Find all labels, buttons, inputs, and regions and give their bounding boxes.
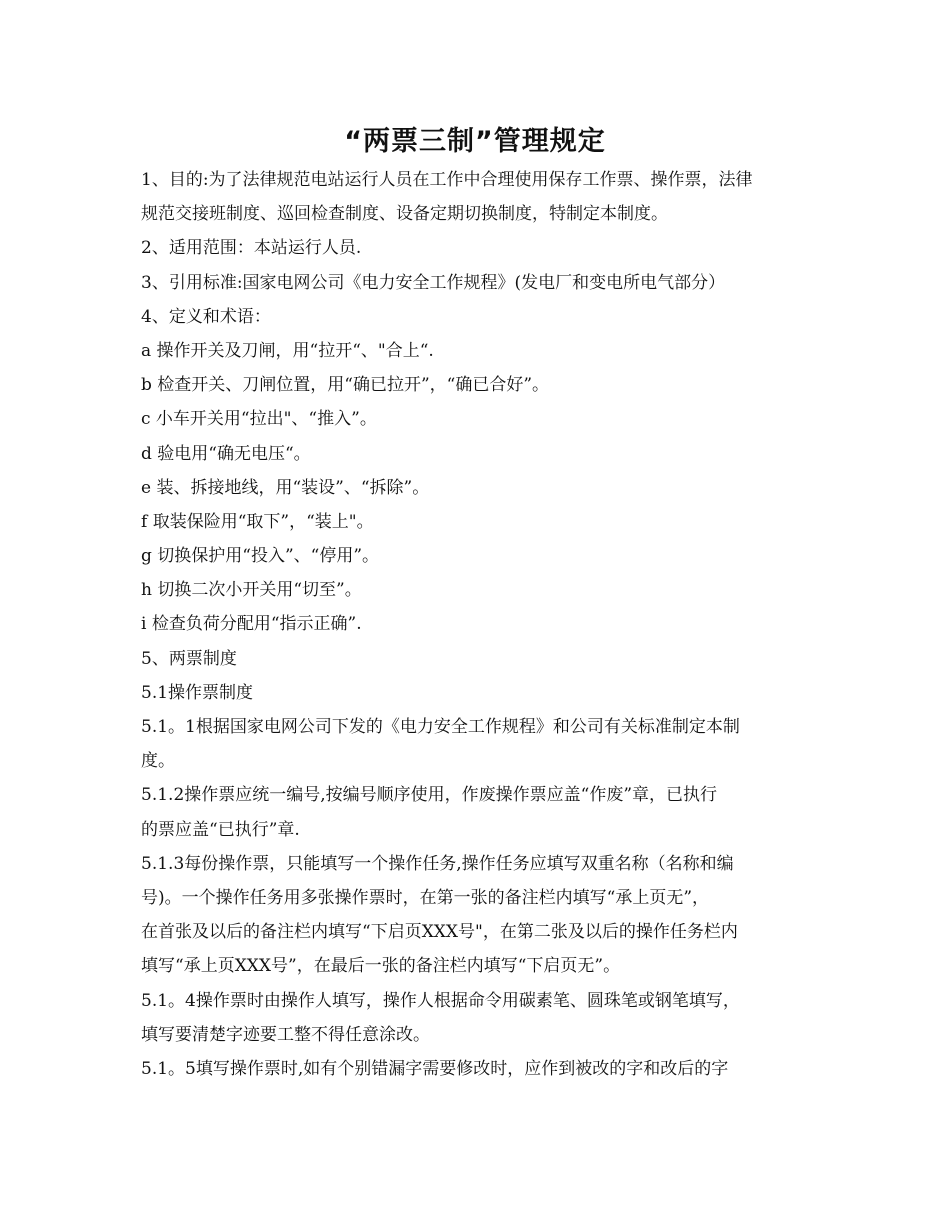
text-line: c 小车开关用“拉出"、“推入”。 bbox=[141, 409, 377, 430]
text-line: f 取装保险用“取下”，“装上"。 bbox=[141, 511, 374, 532]
text-line: g 切换保护用“投入”、“停用”。 bbox=[141, 546, 380, 567]
text-line: a 操作开关及刀闸，用“拉开“、"合上“. bbox=[141, 340, 434, 361]
text-line: 1、目的:为了法律规范电站运行人员在工作中合理使用保存工作票、操作票，法律 bbox=[141, 170, 753, 190]
text-line: 号)。一个操作任务用多张操作票时，在第一张的备注栏内填写“承上页无”， bbox=[141, 887, 710, 908]
text-line: 5.1操作票制度 bbox=[141, 682, 254, 703]
page-title: “两票三制”管理规定 bbox=[344, 126, 606, 157]
text-line: h 切换二次小开关用“切至”。 bbox=[141, 580, 362, 601]
text-line: b 检查开关、刀闸位置，用“确已拉开”，“确已合好”。 bbox=[141, 375, 550, 396]
text-line: 2、适用范围：本站运行人员. bbox=[141, 238, 362, 259]
text-line: 5.1.3每份操作票，只能填写一个操作任务,操作任务应填写双重名称（名称和编 bbox=[141, 853, 734, 874]
text-line: i 检查负荷分配用“指示正确”. bbox=[141, 614, 362, 635]
document-body bbox=[141, 163, 821, 1086]
text-line: 填写要清楚字迹要工整不得任意涂改。 bbox=[141, 1024, 430, 1045]
text-line: 5.1.2操作票应统一编号,按编号顺序使用，作废操作票应盖“作废”章，已执行 bbox=[141, 785, 718, 806]
text-line: 填写“承上页XXX号”，在最后一张的备注栏内填写“下启页无”。 bbox=[141, 956, 621, 977]
text-line: 5、两票制度 bbox=[141, 648, 237, 669]
text-line: 度。 bbox=[141, 751, 175, 772]
text-line: 在首张及以后的备注栏内填写“下启页XXX号"，在第二张及以后的操作任务栏内 bbox=[141, 922, 738, 943]
text-line: 5.1。5填写操作票时,如有个别错漏字需要修改时，应作到被改的字和改后的字 bbox=[141, 1058, 729, 1079]
text-line: 3、引用标准:国家电网公司《电力安全工作规程》(发电厂和变电所电气部分） bbox=[141, 272, 726, 293]
text-line: 4、定义和术语： bbox=[141, 306, 271, 327]
text-line: 的票应盖“已执行”章. bbox=[141, 819, 300, 840]
text-line: 5.1。1根据国家电网公司下发的《电力安全工作规程》和公司有关标准制定本制 bbox=[141, 717, 740, 737]
text-line: 规范交接班制度、巡回检查制度、设备定期切换制度，特制定本制度。 bbox=[141, 204, 668, 225]
text-line: d 验电用“确无电压“。 bbox=[141, 443, 311, 464]
text-line: 5.1。4操作票时由操作人填写，操作人根据命令用碳素笔、圆珠笔或钢笔填写， bbox=[141, 990, 740, 1011]
text-line: e 装、拆接地线，用“装设”、“拆除”。 bbox=[141, 477, 430, 498]
